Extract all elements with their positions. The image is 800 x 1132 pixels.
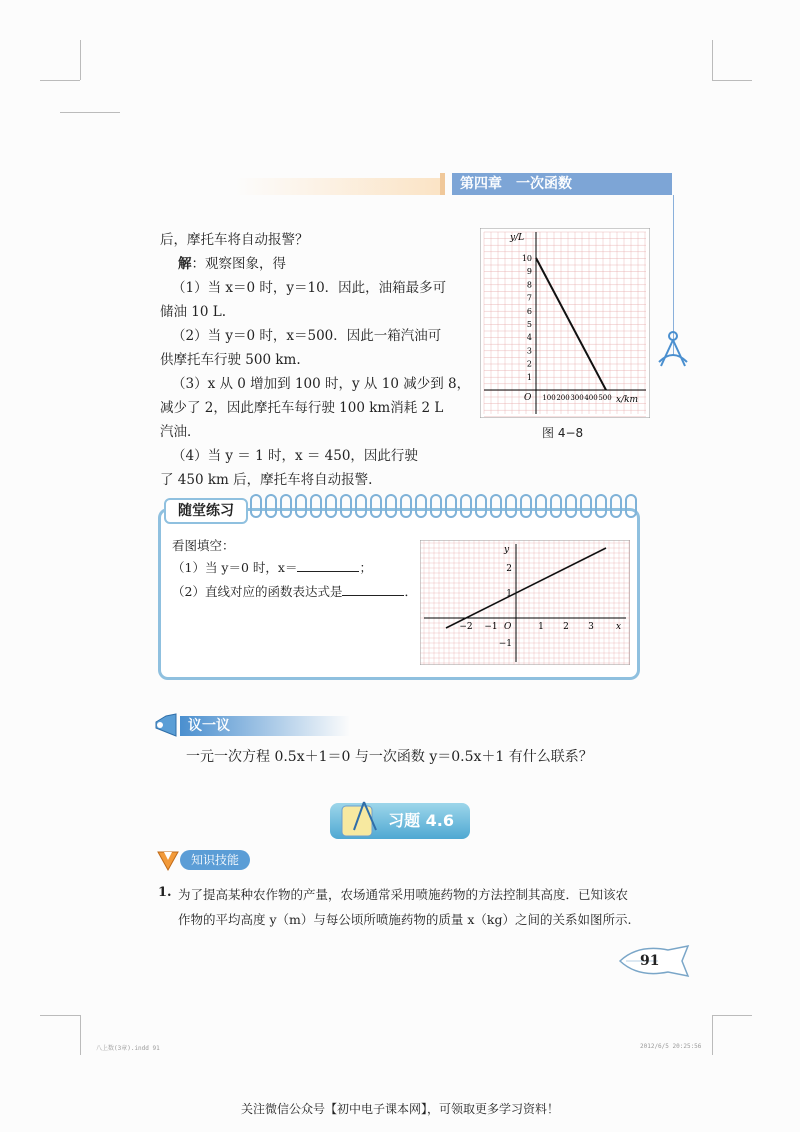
figure-caption: 图 4−8 bbox=[542, 426, 584, 440]
binding-ring bbox=[310, 494, 322, 518]
y-tick-label: 3 bbox=[526, 346, 532, 356]
binding-ring bbox=[505, 494, 517, 518]
question-end: ． bbox=[404, 584, 417, 599]
x-tick-label: 400 bbox=[584, 394, 598, 402]
x-axis-label: x bbox=[616, 622, 622, 632]
binding-ring bbox=[625, 494, 637, 518]
text-line: （4）当 y ＝ 1 时，x ＝ 450，因此行驶 bbox=[172, 448, 418, 464]
x-tick-label: 1 bbox=[538, 622, 544, 632]
x-axis-label: x/km bbox=[616, 395, 639, 405]
y-axis-label: y bbox=[504, 545, 510, 555]
page-number: 91 bbox=[640, 953, 660, 969]
text-line: 储油 10 L. bbox=[160, 304, 227, 320]
y-tick-label: −1 bbox=[498, 639, 512, 649]
header-divider bbox=[440, 173, 445, 195]
print-mark: 2012/6/5 20:25:56 bbox=[640, 1043, 702, 1050]
binding-ring bbox=[385, 494, 397, 518]
x-tick-label: 100 bbox=[542, 394, 556, 402]
megaphone-icon bbox=[152, 712, 180, 738]
solve-label: 解 bbox=[178, 256, 192, 272]
y-tick-label: 6 bbox=[526, 306, 532, 316]
crop-mark bbox=[712, 80, 752, 81]
text-line: （2）当 y＝0 时，x＝500．因此一箱汽油可 bbox=[172, 328, 442, 344]
crop-mark bbox=[40, 80, 80, 81]
origin-label: O bbox=[524, 393, 532, 403]
practice-question-1 bbox=[172, 558, 372, 576]
text-line: 后，摩托车将自动报警？ bbox=[160, 232, 309, 248]
y-tick-label: 1 bbox=[506, 589, 512, 599]
binding-ring bbox=[280, 494, 292, 518]
binding-ring bbox=[370, 494, 382, 518]
graph-frame bbox=[420, 540, 630, 665]
text-line: 供摩托车行驶 500 km. bbox=[160, 352, 301, 368]
y-tick-label: 2 bbox=[526, 359, 532, 369]
text-fragment: ：观察图象，得 bbox=[191, 256, 286, 272]
x-tick-label: 2 bbox=[563, 622, 569, 632]
question-text: （2）直线对应的函数表达式是 bbox=[172, 584, 343, 599]
print-mark: 八上数(3章).indd 91 bbox=[96, 1045, 160, 1052]
crop-mark bbox=[712, 40, 713, 80]
question-text: 为了提高某种农作物的产量，农场通常采用喷施药物的方法控制其高度．已知该农 bbox=[178, 887, 629, 902]
discuss-question: 一元一次方程 0.5x＋1＝0 与一次函数 y＝0.5x＋1 有什么联系？ bbox=[186, 749, 593, 765]
crop-mark bbox=[80, 40, 81, 80]
footer-note: 关注微信公众号【初中电子课本网】，可领取更多学习资料！ bbox=[240, 1102, 559, 1116]
question-text: 作物的平均高度 y（m）与每公顷所喷施药物的质量 x（kg）之间的关系如图所示. bbox=[178, 912, 632, 927]
y-tick-label: 2 bbox=[506, 564, 512, 574]
text-line: 减少了 2，因此摩托车每行驶 100 km消耗 2 L bbox=[160, 400, 444, 416]
linear-function-graph bbox=[420, 540, 630, 665]
text-line: （1）当 x＝0 时，y＝10．因此，油箱最多可 bbox=[172, 280, 447, 296]
binding-ring bbox=[400, 494, 412, 518]
chapter-title: 第四章 一次函数 bbox=[452, 173, 672, 195]
binding-ring bbox=[340, 494, 352, 518]
x-tick-label: 3 bbox=[588, 622, 594, 632]
pencil-tip-icon bbox=[156, 848, 180, 872]
text-line: （3）x 从 0 增加到 100 时，y 从 10 减少到 8， bbox=[172, 376, 471, 392]
y-tick-label: 5 bbox=[526, 320, 532, 329]
binding-ring bbox=[475, 494, 487, 518]
origin-label: O bbox=[504, 622, 512, 632]
compass-icon bbox=[655, 328, 691, 368]
binding-ring bbox=[295, 494, 307, 518]
binding-ring bbox=[355, 494, 367, 518]
binding-ring bbox=[535, 494, 547, 518]
crop-mark bbox=[40, 1015, 80, 1016]
answer-blank[interactable] bbox=[342, 583, 404, 596]
crop-mark bbox=[712, 1015, 752, 1016]
discuss-title: 议一议 bbox=[180, 716, 350, 736]
answer-blank[interactable] bbox=[297, 559, 359, 572]
crop-mark bbox=[60, 112, 120, 113]
binding-ring bbox=[550, 494, 562, 518]
x-tick-label: 200 bbox=[556, 394, 570, 402]
binding-ring bbox=[520, 494, 532, 518]
exercise-banner: 习题 4.6 bbox=[330, 803, 470, 839]
y-tick-label: 9 bbox=[526, 267, 532, 277]
section-label: 知识技能 bbox=[180, 850, 250, 870]
binding-ring bbox=[415, 494, 427, 518]
binding-ring bbox=[265, 494, 277, 518]
binding-ring bbox=[580, 494, 592, 518]
text-line: 汽油． bbox=[160, 424, 201, 440]
crop-mark bbox=[712, 1015, 713, 1055]
y-tick-label: 10 bbox=[521, 254, 532, 263]
y-axis-label: y/L bbox=[510, 233, 525, 243]
binding-ring bbox=[250, 494, 262, 518]
binding-ring bbox=[490, 494, 502, 518]
practice-title: 随堂练习 bbox=[164, 498, 248, 524]
practice-question-2 bbox=[172, 582, 417, 600]
binding-ring bbox=[595, 494, 607, 518]
fuel-distance-graph bbox=[480, 228, 650, 418]
binding-ring bbox=[325, 494, 337, 518]
text-line: 了 450 km 后，摩托车将自动报警. bbox=[160, 472, 373, 488]
binding-ring bbox=[430, 494, 442, 518]
binding-ring bbox=[445, 494, 457, 518]
question-end: ； bbox=[359, 560, 372, 575]
x-tick-label: −2 bbox=[459, 622, 473, 632]
crop-mark bbox=[80, 1015, 81, 1055]
x-tick-label: −1 bbox=[484, 622, 498, 632]
y-tick-label: 8 bbox=[526, 280, 532, 290]
compass-icon bbox=[340, 800, 384, 840]
y-tick-label: 7 bbox=[526, 293, 532, 303]
practice-intro: 看图填空： bbox=[172, 538, 235, 553]
y-tick-label: 1 bbox=[526, 372, 532, 382]
y-tick-label: 4 bbox=[526, 333, 532, 343]
question-text: （1）当 y＝0 时，x＝ bbox=[172, 560, 298, 575]
text-line bbox=[178, 252, 286, 272]
binding-ring bbox=[565, 494, 577, 518]
question-number: 1. bbox=[158, 885, 172, 900]
binding-ring bbox=[610, 494, 622, 518]
x-tick-label: 500 bbox=[598, 394, 612, 402]
binding-ring bbox=[460, 494, 472, 518]
header-decoration bbox=[235, 178, 445, 195]
x-tick-label: 300 bbox=[570, 394, 584, 402]
